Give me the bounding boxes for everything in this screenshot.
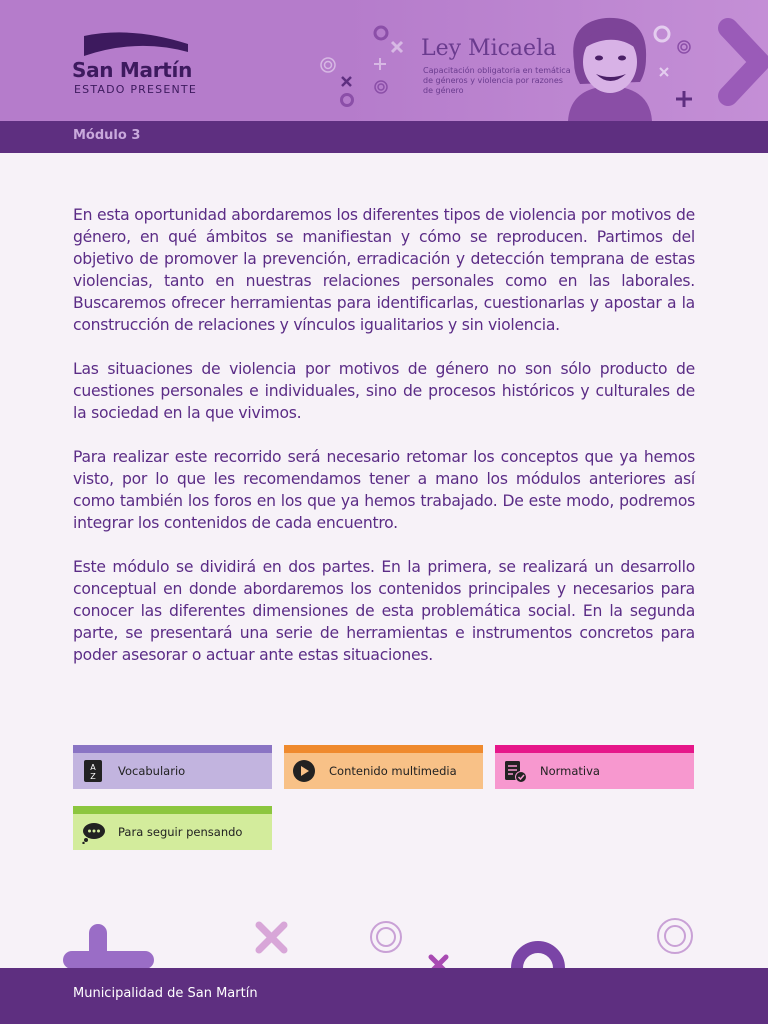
brand-tagline: ESTADO PRESENTE [74, 83, 198, 96]
paragraph: Este módulo se dividirá en dos partes. En la primera, se realizará un desarrollo conceptual en donde abordaremos los contenidos principales y necesarios para conocer las diferentes dimensiones de esta problemática social. En la segunda parte, se presentará una serie de herramientas e instrumentos concretos para poder asesorar o actuar ante estas situaciones. [73, 558, 695, 664]
footer [0, 968, 768, 1024]
svg-text:A: A [90, 763, 96, 772]
ring-shape [377, 928, 395, 946]
az-book-icon [81, 759, 105, 783]
ring-shape [342, 95, 353, 106]
ring-shape [658, 919, 692, 953]
header-banner [0, 0, 768, 121]
ring-shape [678, 41, 690, 53]
program-title: Ley Micaela [421, 36, 557, 61]
cross-shape [431, 957, 446, 968]
ring-shape [321, 58, 335, 72]
paragraph: En esta oportunidad abordaremos los diferentes tipos de violencia por motivos de género, en qué ámbitos se manifiestan y cómo se reproducen. Partimos del objetivo de promover la prevención, erradicación y detección temprana de estas violencias, tanto en nuestras relaciones personales como en las laborales. Buscaremos ofrecer herramientas para identificarlas, cuestionarlas y apostar a la construcción de relaciones y vínculos igualitarios y sin violencia. [73, 206, 695, 334]
ring-shape [375, 27, 387, 39]
plus-shape [374, 58, 386, 70]
intro-text [73, 204, 695, 688]
ring-shape [681, 44, 687, 50]
svg-text:Z: Z [90, 772, 96, 781]
ring-shape [375, 81, 387, 93]
ring-shape [665, 926, 685, 946]
chip-top-bar [284, 745, 483, 753]
legend-label: Vocabulario [118, 764, 186, 778]
ring-shape [378, 84, 384, 90]
san-martin-logo [72, 30, 202, 100]
ring-shape [325, 62, 332, 69]
footer-text: Municipalidad de San Martín [73, 986, 258, 1001]
brand-name: San Martín [72, 58, 193, 82]
plus-shape [72, 933, 145, 968]
legend-vocabulario [73, 753, 272, 789]
play-icon [292, 759, 316, 783]
paragraph: Las situaciones de violencia por motivos de género no son sólo producto de cuestiones personales e individuales, sino de procesos históricos y culturales de la sociedad en la que vivimos. [73, 360, 695, 422]
legend-normativa [495, 753, 694, 789]
module-label: Módulo 3 [73, 128, 141, 143]
ring-shape [371, 922, 401, 952]
cross-shape [342, 77, 351, 86]
chevron-right-shape [728, 28, 760, 96]
speech-bubble-icon [81, 820, 105, 844]
footer-decoration [0, 900, 768, 968]
cross-shape [660, 68, 668, 76]
portrait-illustration [560, 12, 660, 121]
plus-shape [676, 91, 692, 107]
legend-label: Contenido multimedia [329, 764, 457, 778]
chip-top-bar [73, 806, 272, 814]
legend-multimedia [284, 753, 483, 789]
logo-swoosh-icon [82, 30, 192, 58]
legend-label: Para seguir pensando [118, 825, 243, 839]
legend-label: Normativa [540, 764, 600, 778]
legend-seguir-pensando [73, 814, 272, 850]
module-bar [0, 121, 768, 153]
chip-top-bar [73, 745, 272, 753]
cross-shape [259, 925, 284, 950]
cross-shape [392, 42, 402, 52]
program-subtitle: Capacitación obligatoria en temática de géneros y violencia por razones de género [423, 66, 571, 95]
document-check-icon [503, 759, 527, 783]
paragraph: Para realizar este recorrido será necesario retomar los conceptos que ya hemos visto, por lo que les recomendamos tener a mano los módulos anteriores así como también los foros en los que ya hemos trabajado. De este modo, podremos integrar los contenidos de cada encuentro. [73, 448, 695, 532]
ring-shape [517, 947, 559, 968]
chip-top-bar [495, 745, 694, 753]
